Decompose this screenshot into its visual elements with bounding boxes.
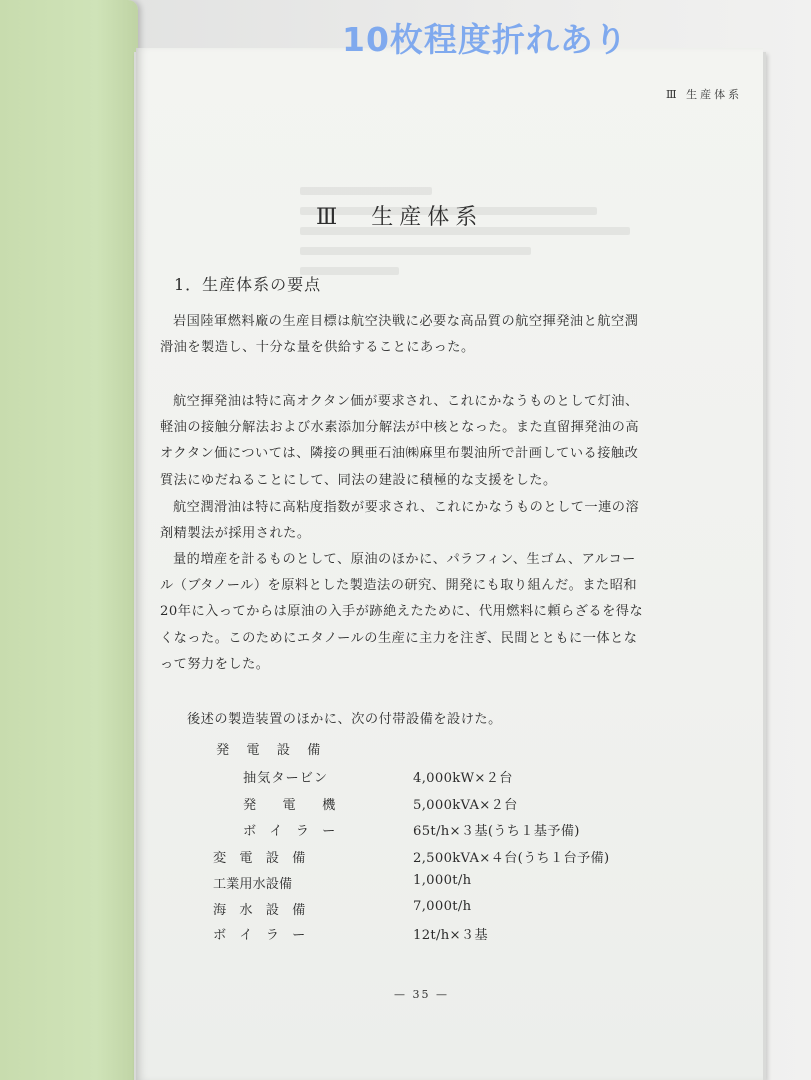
paragraph-line: ル（ブタノール）を原料とした製造法の研究、開発にも取り組んだ。また昭和 (160, 578, 638, 594)
equipment-value: 1,000t/h (413, 873, 472, 888)
equipment-value: 12t/h×３基 (413, 928, 488, 943)
paragraph-line: 質法にゆだねることにして、同法の建設に積極的な支援をした。 (160, 472, 557, 488)
paragraph-line: って努力をした。 (160, 656, 270, 672)
paragraph-line: 滑油を製造し、十分な量を供給することにあった。 (160, 340, 475, 356)
show-through-text (300, 175, 630, 305)
equipment-value: 7,000t/h (413, 899, 472, 914)
equipment-name: ボ イ ラ ー (213, 928, 306, 943)
equipment-intro: 後述の製造装置のほかに、次の付帯設備を設けた。 (187, 712, 502, 727)
equipment-name: 工業用水設備 (213, 877, 293, 892)
chapter-title: Ⅲ 生産体系 (316, 205, 484, 230)
paragraph-line: 航空揮発油は特に高オクタン価が要求され、これにかなうものとして灯油、 (173, 394, 639, 409)
equipment-value: 65t/h×３基(うち１基予備) (413, 824, 580, 839)
equipment-name: 海 水 設 備 (213, 903, 306, 918)
paragraph-line: 航空潤滑油は特に高粘度指数が要求され、これにかなうものとして一連の溶 (173, 500, 640, 515)
equipment-value: 4,000kW×２台 (413, 771, 513, 786)
equipment-name: 発 電 機 (243, 798, 336, 813)
paragraph-line: くなった。このためにエタノールの生産に主力を注ぎ、民間とともに一体とな (160, 630, 638, 646)
running-head: Ⅲ 生産体系 (666, 88, 743, 101)
paragraph-aviation-gasoline (160, 389, 680, 494)
paragraph-line: 軽油の接触分解法および水素添加分解法が中核となった。また直留揮発油の高 (160, 420, 640, 436)
paragraph-line: 岩国陸軍燃料廠の生産目標は航空決戦に必要な高品質の航空揮発油と航空潤 (173, 314, 639, 329)
equipment-value: 5,000kVA×２台 (413, 798, 518, 813)
equipment-name: 変 電 設 備 (213, 851, 306, 866)
condition-caption: 10枚程度折れあり (342, 20, 628, 59)
equipment-name: 抽気タービン (243, 771, 329, 786)
paragraph-line: オクタン価については、隣接の興亜石油㈱麻里布製油所で計画している接触改 (160, 446, 639, 462)
paragraph-mass-production (160, 547, 680, 678)
equipment-value: 2,500kVA×４台(うち１台予備) (413, 851, 610, 866)
equipment-name: 発 電 設 備 (216, 743, 323, 758)
page-number: — 35 — (394, 988, 449, 1001)
section-heading: 1．生産体系の要点 (174, 275, 322, 294)
paragraph-production-goal (160, 309, 680, 361)
equipment-name: ボ イ ラ ー (243, 824, 336, 839)
book-cover-green (0, 0, 138, 1080)
paragraph-line: 剤精製法が採用された。 (160, 526, 311, 542)
paragraph-aviation-lubricant (160, 495, 680, 547)
paragraph-line: 量的増産を計るものとして、原油のほかに、パラフィン、生ゴム、アルコー (173, 552, 636, 567)
paragraph-line: 20年に入ってからは原油の入手が跡絶えたために、代用燃料に頼らざるを得な (160, 604, 644, 620)
